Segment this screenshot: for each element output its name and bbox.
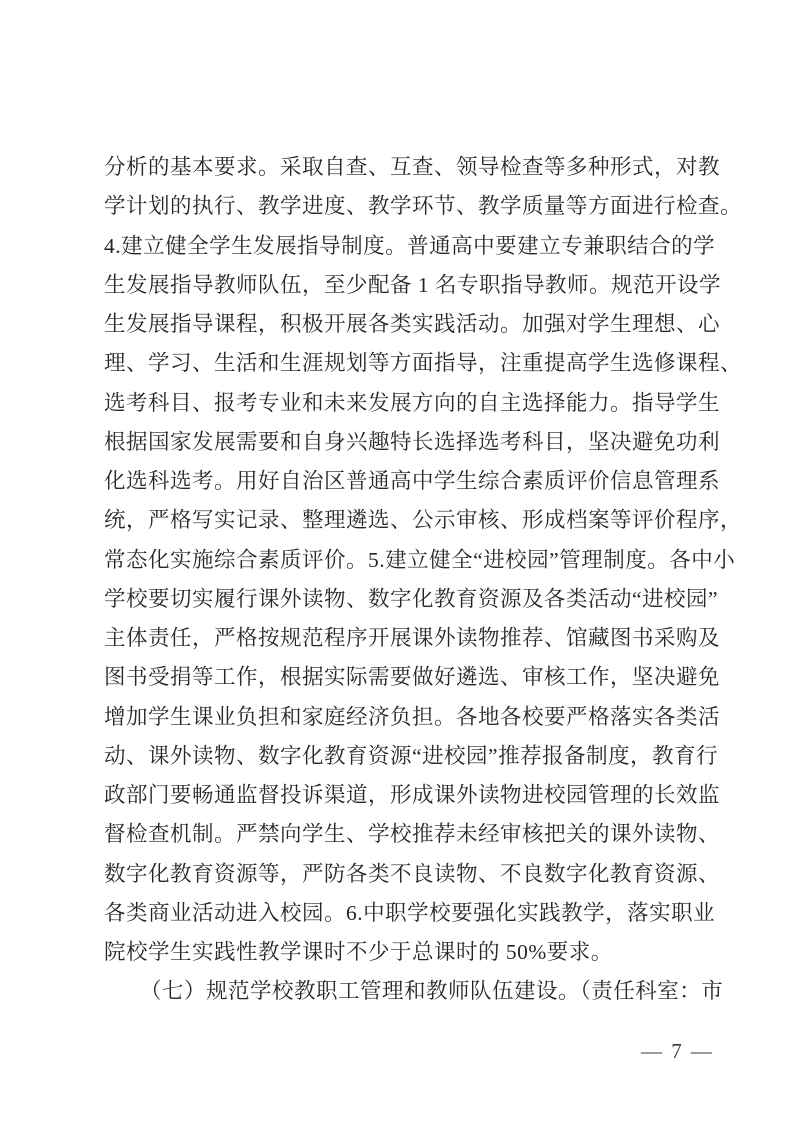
body-line: 根据国家发展需要和自身兴趣特长选择选考科目，坚决避免功利 <box>104 429 721 454</box>
body-line: 动、课外读物、数字化教育资源“进校园”推荐报备制度，教育行 <box>104 743 719 768</box>
body-line: 选考科目、报考专业和未来发展方向的自主选择能力。指导学生 <box>104 390 721 415</box>
body-line: 督检查机制。严禁向学生、学校推荐未经审核把关的课外读物、 <box>104 822 721 847</box>
body-line: 政部门要畅通监督投诉渠道，形成课外读物进校园管理的长效监 <box>104 783 721 807</box>
body-line: 各类商业活动进入校园。6.中职学校要强化实践教学，落实职业 <box>104 900 716 925</box>
body-line: 学计划的执行、教学进度、教学环节、教学质量等方面进行检查。 <box>104 194 743 219</box>
body-line: 生发展指导教师队伍，至少配备 1 名专职指导教师。规范开设学 <box>104 272 722 297</box>
body-line: 院校学生实践性教学课时不少于总课时的 50%要求。 <box>104 940 613 964</box>
body-line: 数字化教育资源等，严防各类不良读物、不良数字化教育资源、 <box>104 861 721 886</box>
body-line: 学校要切实履行课外读物、数字化教育资源及各类活动“进校园” <box>104 586 719 611</box>
body-line: 生发展指导课程，积极开展各类实践活动。加强对学生理想、心 <box>104 312 721 336</box>
body-line: 主体责任，严格按规范程序开展课外读物推荐、馆藏图书采购及 <box>104 626 721 650</box>
body-line: 统，严格写实记录、整理遴选、公示审核、形成档案等评价程序， <box>104 508 743 533</box>
body-line: 图书受捐等工作，根据实际需要做好遴选、审核工作，坚决避免 <box>104 665 721 690</box>
body-text <box>104 148 743 1012</box>
body-line: 理、学习、生活和生涯规划等方面指导，注重提高学生选修课程、 <box>104 351 743 376</box>
body-line: 分析的基本要求。采取自查、互查、领导检查等多种形式，对教 <box>104 155 721 179</box>
body-line: （七）规范学校教职工管理和教师队伍建设。（责任科室：市 <box>140 979 724 1004</box>
body-line: 化选科选考。用好自治区普通高中学生综合素质评价信息管理系 <box>104 469 721 493</box>
body-line: 4.建立健全学生发展指导制度。普通高中要建立专兼职结合的学 <box>104 233 716 258</box>
body-line: 增加学生课业负担和家庭经济负担。各地各校要严格落实各类活 <box>104 704 721 729</box>
page-number: — 7 — <box>641 1039 714 1063</box>
body-line: 常态化实施综合素质评价。5.建立健全“进校园”管理制度。各中小 <box>104 547 736 572</box>
